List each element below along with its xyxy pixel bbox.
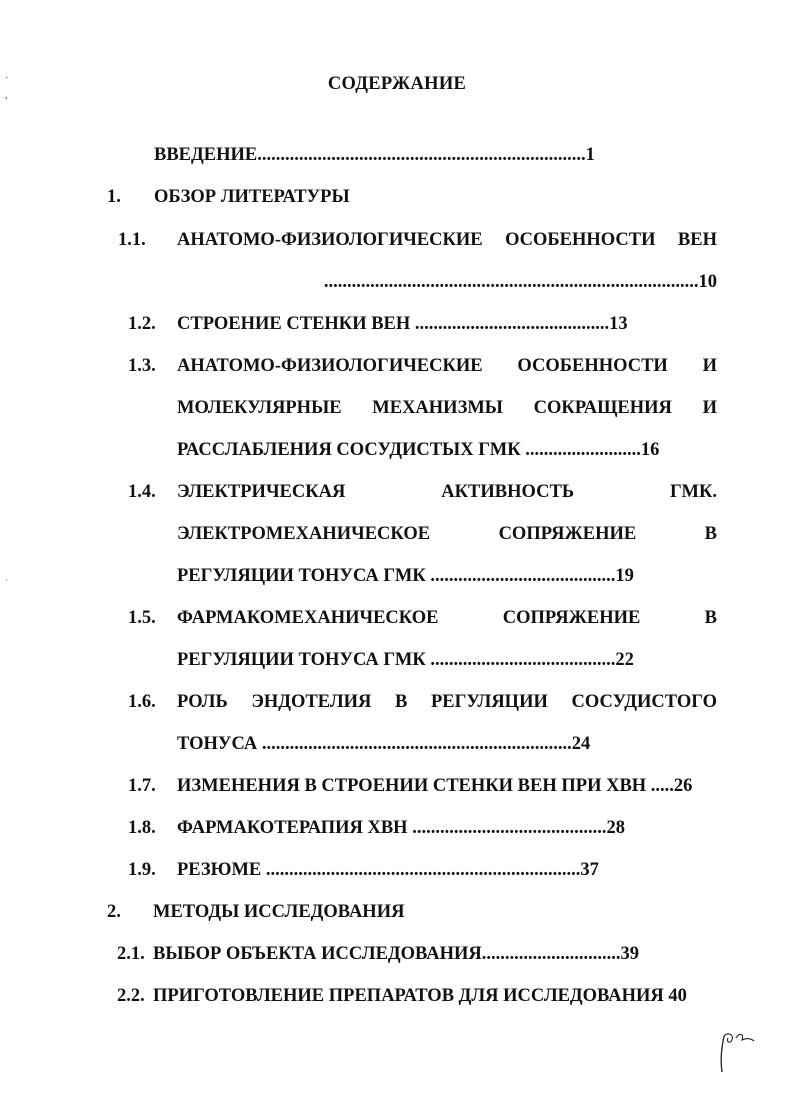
toc-number: 1.3. <box>128 356 156 376</box>
toc-word: ОСОБЕННОСТИ <box>505 230 656 250</box>
toc-entry-intro <box>154 143 710 167</box>
toc-number: 1.6. <box>128 692 156 712</box>
toc-entry-line: ИЗМЕНЕНИЯ В СТРОЕНИИ СТЕНКИ ВЕН ПРИ ХВН .....26 <box>177 776 693 796</box>
toc-number: 1.8. <box>128 818 156 838</box>
toc-number: 2. <box>107 902 121 922</box>
toc-word: ЭЛЕКТРОМЕХАНИЧЕСКОЕ <box>177 524 431 544</box>
toc-entry-line: РАССЛАБЛЕНИЯ СОСУДИСТЫХ ГМК .........................16 <box>177 440 660 460</box>
toc-word: МОЛЕКУЛЯРНЫЕ <box>177 398 342 418</box>
toc-word: ВЕН <box>677 230 717 250</box>
toc-word: СОСУДИСТОГО <box>571 692 717 712</box>
toc-entry-heading: МЕТОДЫ ИССЛЕДОВАНИЯ <box>153 902 405 922</box>
toc-entry-line <box>177 522 717 546</box>
handwritten-signature <box>714 1028 758 1078</box>
toc-entry-line: СТРОЕНИЕ СТЕНКИ ВЕН ..........................................13 <box>177 314 628 334</box>
toc-entry-line <box>177 354 717 378</box>
toc-entry-line <box>177 396 717 420</box>
toc-number: 2.2. <box>117 986 145 1006</box>
toc-entry-line: РЕЗЮМЕ ....................................................................37 <box>177 860 599 880</box>
toc-word: СОПРЯЖЕНИЕ <box>498 524 637 544</box>
toc-entry-line: ФАРМАКОТЕРАПИЯ ХВН ..........................................28 <box>177 818 625 838</box>
toc-word: В <box>395 692 408 712</box>
toc-word: И <box>702 398 717 418</box>
toc-line: ВВЕДЕНИЕ.......................................................................1 <box>154 145 595 165</box>
toc-entry-heading: ОБЗОР ЛИТЕРАТУРЫ <box>154 187 350 207</box>
toc-word: ГМК. <box>669 482 717 502</box>
toc-word: СОПРЯЖЕНИЕ <box>502 608 641 628</box>
toc-entry-line: .................................................................................10 <box>323 272 717 292</box>
toc-word: РЕГУЛЯЦИИ <box>430 692 548 712</box>
toc-word: АНАТОМО-ФИЗИОЛОГИЧЕСКИЕ <box>177 230 483 250</box>
toc-word: СОКРАЩЕНИЯ <box>533 398 672 418</box>
toc-entry-line <box>177 480 717 504</box>
toc-entry-line <box>177 228 717 252</box>
toc-number: 1.7. <box>128 776 156 796</box>
toc-word: ЭНДОТЕЛИЯ <box>251 692 372 712</box>
toc-word: РОЛЬ <box>177 692 228 712</box>
toc-word: ОСОБЕННОСТИ <box>517 356 668 376</box>
toc-entry-line: ВЫБОР ОБЪЕКТА ИССЛЕДОВАНИЯ..............................39 <box>153 944 639 964</box>
toc-word: АКТИВНОСТЬ <box>441 482 575 502</box>
toc-number: 1.4. <box>128 482 156 502</box>
toc-word: В <box>704 608 717 628</box>
toc-number: 1.5. <box>128 608 156 628</box>
toc-entry-line <box>177 690 717 714</box>
toc-word: В <box>704 524 717 544</box>
toc-word: МЕХАНИЗМЫ <box>372 398 503 418</box>
toc-entry-line: РЕГУЛЯЦИИ ТОНУСА ГМК ........................................19 <box>177 566 634 586</box>
toc-number: 2.1. <box>117 944 145 964</box>
toc-word: ЭЛЕКТРИЧЕСКАЯ <box>177 482 346 502</box>
toc-word: АНАТОМО-ФИЗИОЛОГИЧЕСКИЕ <box>177 356 483 376</box>
toc-entry-line: ТОНУСА ...................................................................24 <box>177 734 591 754</box>
toc-word: И <box>702 356 717 376</box>
page-title: СОДЕРЖАНИЕ <box>327 74 467 94</box>
scan-mark: ˌ <box>5 570 9 581</box>
scan-mark: , <box>5 90 8 101</box>
toc-number: 1. <box>107 187 121 207</box>
toc-entry-line <box>177 606 717 630</box>
toc-word: ФАРМАКОМЕХАНИЧЕСКОЕ <box>177 608 439 628</box>
scan-mark: ˙ <box>5 76 9 87</box>
toc-entry-line: ПРИГОТОВЛЕНИЕ ПРЕПАРАТОВ ДЛЯ ИССЛЕДОВАНИЯ 40 <box>153 986 687 1006</box>
toc-number: 1.2. <box>128 314 156 334</box>
toc-entry-line: РЕГУЛЯЦИИ ТОНУСА ГМК ........................................22 <box>177 650 634 670</box>
toc-number: 1.1. <box>118 230 146 250</box>
toc-number: 1.9. <box>128 860 156 880</box>
